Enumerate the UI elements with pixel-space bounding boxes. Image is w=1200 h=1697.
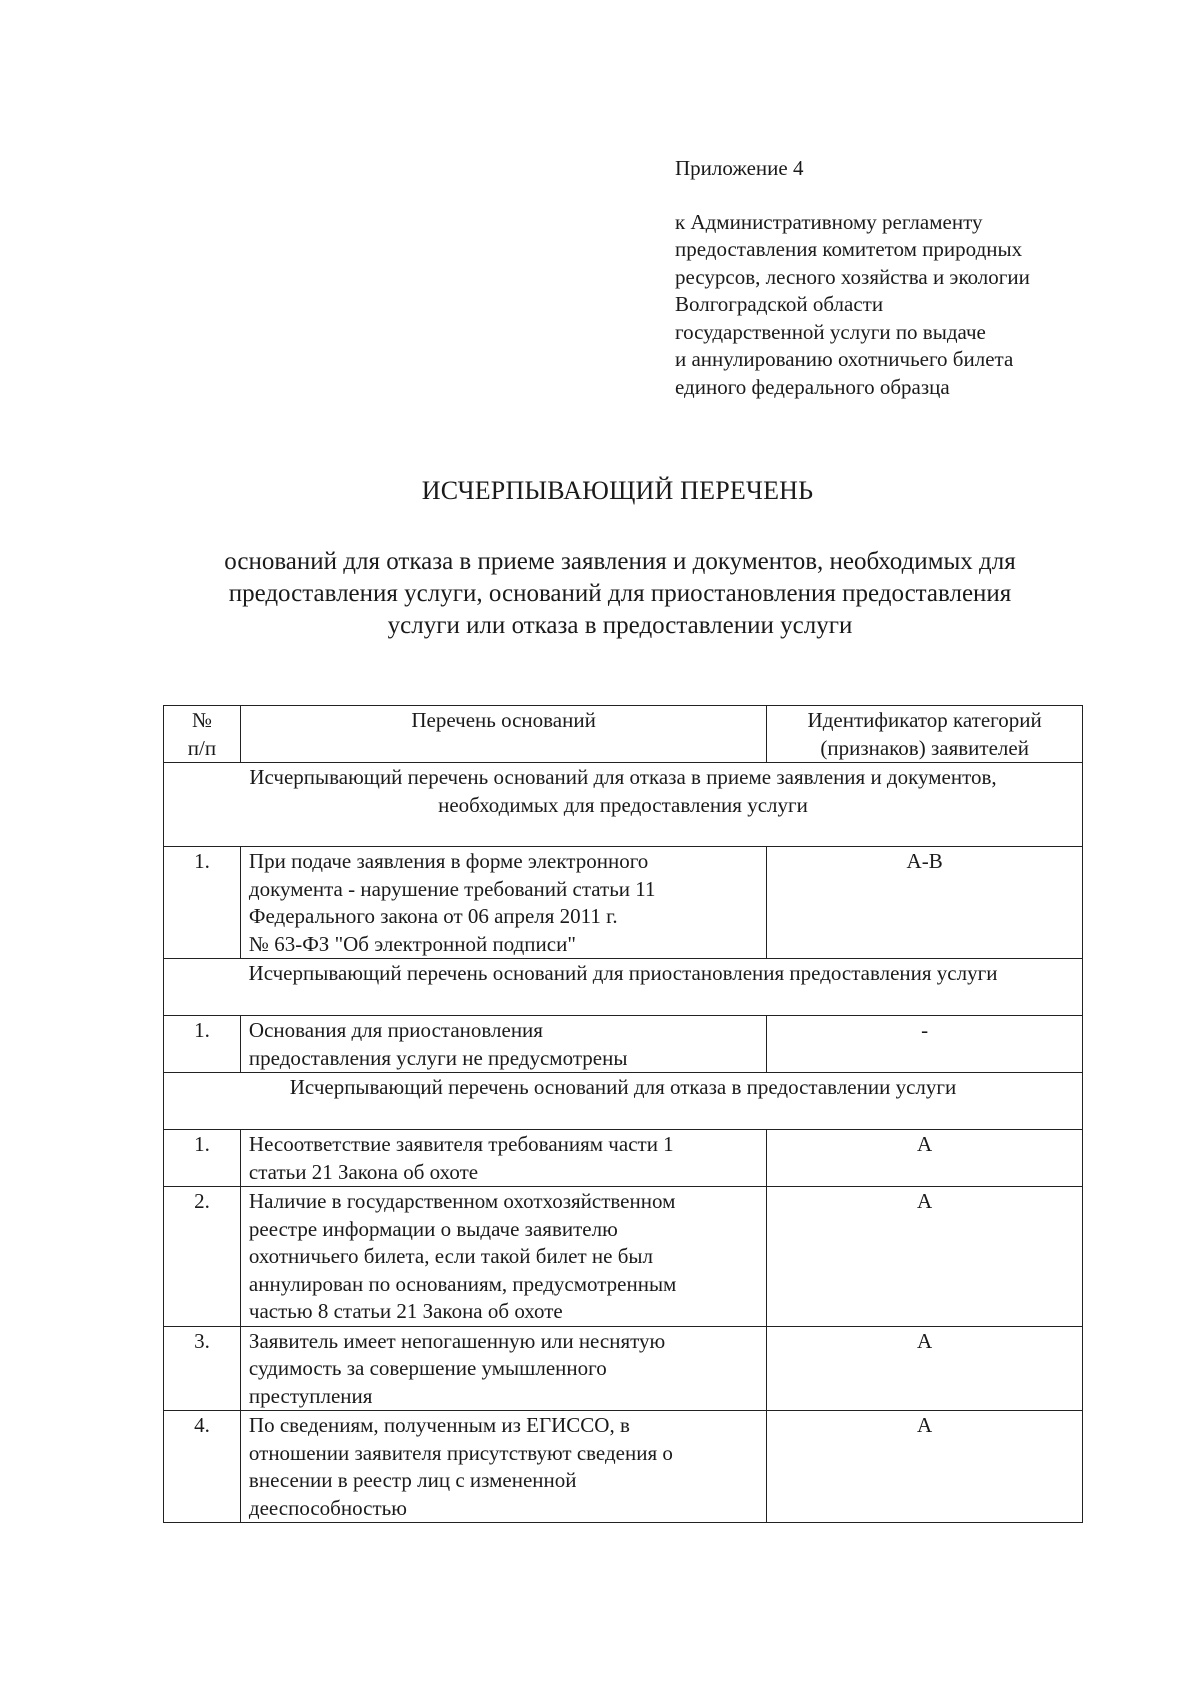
row-text-line: отношении заявителя присутствуют сведения о bbox=[248, 1440, 673, 1465]
row-ident: А-В bbox=[767, 847, 1083, 959]
row-text-line: реестре информации о выдаче заявителю bbox=[248, 1216, 618, 1241]
row-number: 2. bbox=[164, 1187, 241, 1327]
row-text bbox=[240, 1411, 766, 1523]
row-text-line: предоставления услуги не предусмотрены bbox=[248, 1045, 628, 1070]
section-row bbox=[164, 959, 1083, 1016]
row-text-line: частью 8 статьи 21 Закона об охоте bbox=[248, 1299, 563, 1323]
document-title: ИСЧЕРПЫВАЮЩИЙ ПЕРЕЧЕНЬ bbox=[421, 476, 814, 505]
row-number: 1. bbox=[164, 1130, 241, 1187]
appendix-line: единого федерального образца bbox=[675, 374, 950, 399]
row-text-line: преступления bbox=[248, 1383, 373, 1408]
header-ident-line: Идентификатор категорий bbox=[807, 708, 1042, 732]
row-text-line: внесении в реестр лиц с измененной bbox=[248, 1468, 577, 1492]
row-text bbox=[240, 1016, 766, 1073]
row-text-line: документа - нарушение требований статьи 11 bbox=[248, 876, 656, 901]
row-ident: А bbox=[767, 1411, 1083, 1523]
appendix-line: и аннулированию охотничьего билета bbox=[675, 347, 1014, 371]
row-text-line: аннулирован по основаниям, предусмотренным bbox=[248, 1271, 677, 1296]
row-text-line: статьи 21 Закона об охоте bbox=[248, 1159, 479, 1184]
row-text-line: Несоответствие заявителя требованиям части 1 bbox=[248, 1132, 674, 1156]
section-row bbox=[164, 1073, 1083, 1130]
row-ident: А bbox=[767, 1326, 1083, 1411]
row-text-line: При подаче заявления в форме электронного bbox=[248, 849, 649, 873]
row-text-line: охотничьего билета, если такой билет не был bbox=[248, 1244, 653, 1268]
appendix-number: Приложение 4 bbox=[675, 156, 804, 180]
section-title bbox=[164, 959, 1083, 1016]
row-number: 1. bbox=[164, 847, 241, 959]
row-text bbox=[240, 847, 766, 959]
section-title-line: Исчерпывающий перечень оснований для приостановления предоставления услуги bbox=[248, 961, 998, 985]
header-num bbox=[164, 706, 241, 763]
table-row bbox=[164, 847, 1083, 959]
header-ident bbox=[767, 706, 1083, 763]
table-row bbox=[164, 1187, 1083, 1327]
appendix-block bbox=[675, 155, 1030, 401]
header-list: Перечень оснований bbox=[240, 706, 766, 763]
document-subtitle bbox=[120, 546, 1120, 642]
row-text bbox=[240, 1187, 766, 1327]
section-title-line: Исчерпывающий перечень оснований для отказа в приеме заявления и документов, bbox=[249, 765, 997, 789]
row-text-line: судимость за совершение умышленного bbox=[248, 1356, 607, 1380]
subtitle-line: услуги или отказа в предоставлении услуги bbox=[387, 612, 853, 639]
section-title-line: необходимых для предоставления услуги bbox=[438, 792, 808, 817]
row-text-line: По сведениям, полученным из ЕГИССО, в bbox=[248, 1413, 630, 1437]
row-number: 1. bbox=[164, 1016, 241, 1073]
section-row bbox=[164, 763, 1083, 847]
row-text-line: Федерального закона от 06 апреля 2011 г. bbox=[248, 904, 618, 928]
row-ident: А bbox=[767, 1130, 1083, 1187]
header-ident-line: (признаков) заявителей bbox=[820, 735, 1029, 760]
row-number: 3. bbox=[164, 1326, 241, 1411]
section-title-line: Исчерпывающий перечень оснований для отказа в предоставлении услуги bbox=[289, 1075, 957, 1099]
row-text-line: Наличие в государственном охотхозяйственном bbox=[248, 1189, 676, 1213]
header-num-line: п/п bbox=[187, 735, 217, 760]
table-row bbox=[164, 1326, 1083, 1411]
appendix-line: предоставления комитетом природных bbox=[675, 237, 1023, 261]
row-ident: - bbox=[767, 1016, 1083, 1073]
row-text-line: Заявитель имеет непогашенную или неснятую bbox=[248, 1328, 666, 1353]
section-title bbox=[164, 763, 1083, 847]
header-num-line: № bbox=[191, 708, 212, 732]
table-row bbox=[164, 1016, 1083, 1073]
row-number: 4. bbox=[164, 1411, 241, 1523]
appendix-line: государственной услуги по выдаче bbox=[675, 319, 986, 344]
table-row bbox=[164, 1130, 1083, 1187]
table-header-row bbox=[164, 706, 1083, 763]
subtitle-line: оснований для отказа в приеме заявления и документов, необходимых для bbox=[224, 548, 1016, 575]
appendix-line: к Административному регламенту bbox=[675, 209, 983, 234]
appendix-line: Волгоградской области bbox=[675, 292, 884, 316]
subtitle-line: предоставления услуги, оснований для приостановления предоставления bbox=[228, 580, 1012, 607]
row-text-line: Основания для приостановления bbox=[248, 1018, 543, 1042]
grounds-table bbox=[163, 705, 1083, 1523]
row-ident: А bbox=[767, 1187, 1083, 1327]
row-text bbox=[240, 1130, 766, 1187]
row-text-line: № 63-ФЗ "Об электронной подписи" bbox=[248, 931, 576, 956]
table-row bbox=[164, 1411, 1083, 1523]
row-text bbox=[240, 1326, 766, 1411]
section-title bbox=[164, 1073, 1083, 1130]
row-text-line: дееспособностью bbox=[248, 1495, 407, 1520]
appendix-line: ресурсов, лесного хозяйства и экологии bbox=[675, 264, 1030, 289]
